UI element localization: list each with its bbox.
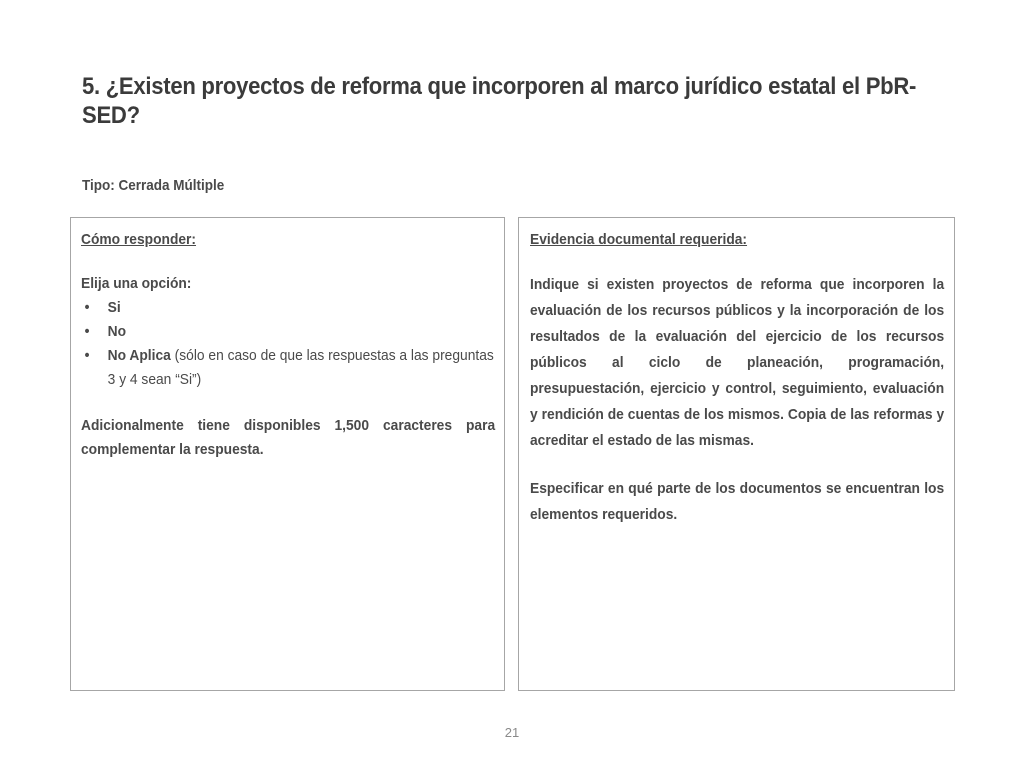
how-to-answer-heading: Cómo responder: [81, 231, 197, 248]
evidence-paragraph-2: Especificar en qué parte de los documentos se encuentran los elementos requeridos. [530, 480, 945, 523]
how-to-answer-panel [70, 217, 505, 691]
evidence-paragraph-1: Indique si existen proyectos de reforma que incorporen la evaluación de los recursos públicos y la incorporación de los resultados de la evaluación del ejercicio de los recursos públicos al ciclo de planeación, programación, presupuestación, ejercicio y control, seguimiento, evaluación y rendición de cuentas de los mismos. Copia de las reformas y acreditar el estado de las mismas. [530, 276, 945, 449]
option-label: No [107, 323, 127, 340]
page-number: 21 [504, 725, 520, 740]
option-si [81, 296, 495, 320]
options-prompt: Elija una opción: [81, 275, 192, 292]
option-label: No Aplica [107, 347, 171, 364]
required-evidence-panel [518, 217, 955, 691]
additional-characters-note: Adicionalmente tiene disponibles 1,500 caracteres para complementar la respuesta. [81, 417, 496, 458]
option-no-aplica [81, 344, 495, 392]
required-evidence-heading: Evidencia documental requerida: [530, 231, 748, 248]
bullet-icon: • [84, 347, 90, 364]
option-note: (sólo en caso de que las respuestas a las preguntas 3 y 4 sean “Si”) [107, 347, 494, 388]
options-list [81, 296, 495, 392]
slide-title: 5. ¿Existen proyectos de reforma que incorporen al marco jurídico estatal el PbR-SED? [82, 73, 917, 129]
option-label: Si [107, 299, 121, 316]
option-no [81, 320, 495, 344]
bullet-icon: • [84, 299, 90, 316]
question-type: Tipo: Cerrada Múltiple [82, 177, 225, 194]
bullet-icon: • [84, 323, 90, 340]
